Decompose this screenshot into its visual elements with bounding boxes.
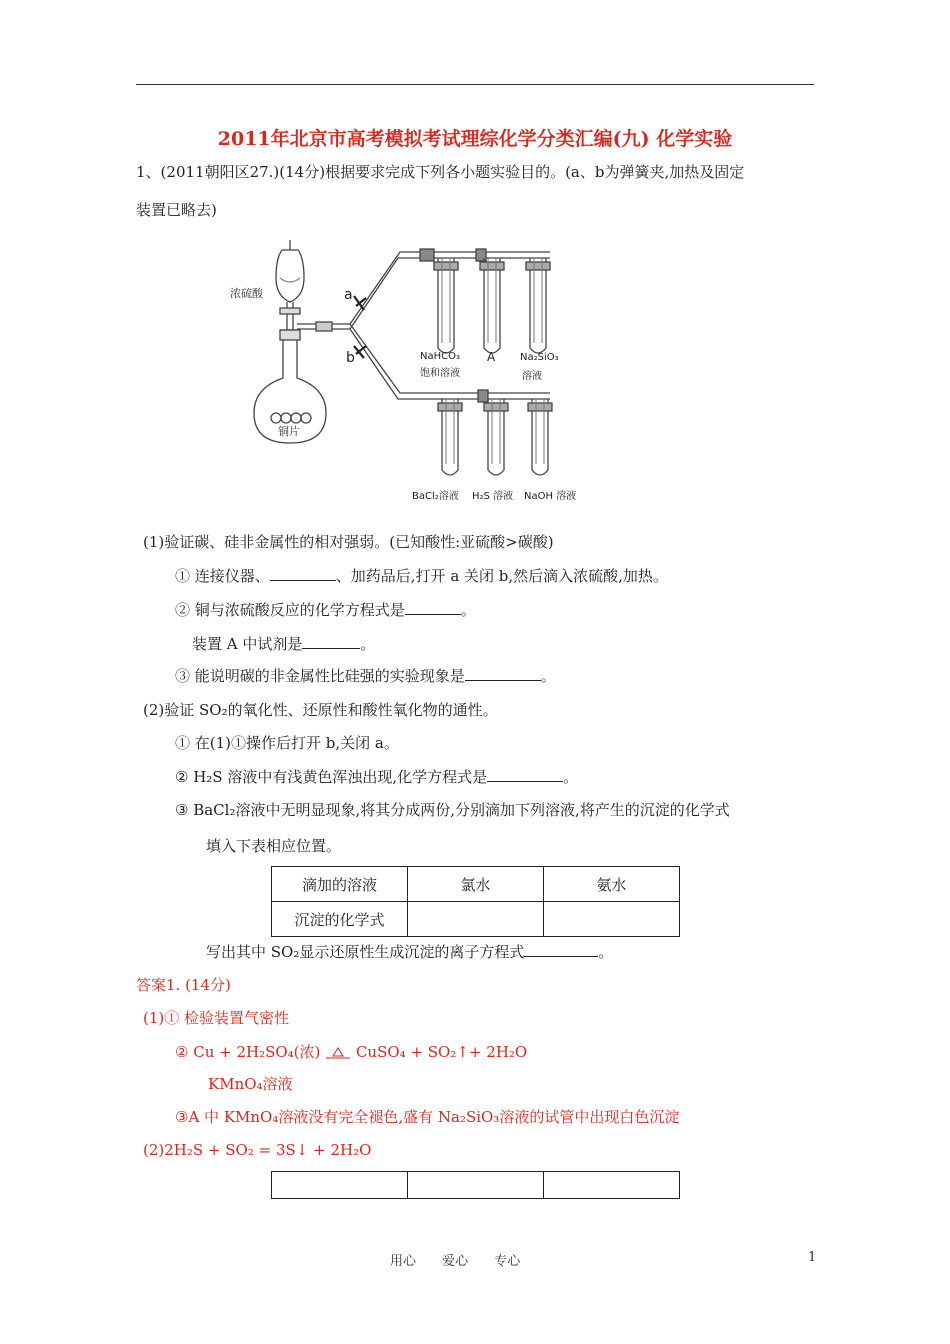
answer-blank xyxy=(524,942,598,957)
label-copper: 铜片 xyxy=(278,425,300,438)
part2-step1: ① 在(1)①操作后打开 b,关闭 a。 xyxy=(175,734,399,752)
label-clamp-b: b xyxy=(346,350,355,366)
part1-step3: ③ 能说明碳的非金属性比硅强的实验现象是 。 xyxy=(175,667,556,685)
part2-ionic-equation: 写出其中 SO₂显示还原性生成沉淀的离子方程式 。 xyxy=(206,943,614,961)
precipitate-table xyxy=(271,866,680,937)
table-header: 滴加的溶液 xyxy=(272,867,408,902)
table-cell xyxy=(272,1172,408,1199)
part2-step3-line1: ③ BaCl₂溶液中无明显现象,将其分成两份,分别滴加下列溶液,将产生的沉淀的化学式 xyxy=(175,801,730,819)
test-tube-na2sio3 xyxy=(526,258,550,353)
footer-slogan: 用心 爱心 专心 xyxy=(390,1254,521,1269)
table-cell xyxy=(408,902,544,937)
answer-blank xyxy=(405,600,461,615)
page-number: 1 xyxy=(808,1250,817,1265)
apparatus-diagram xyxy=(220,238,600,513)
test-tube-nahco3 xyxy=(434,258,458,353)
test-tube-a xyxy=(480,258,504,353)
separatory-funnel xyxy=(276,240,304,302)
answer-5: (2)2H₂S + SO₂ = 3S↓ + 2H₂O xyxy=(143,1141,372,1159)
test-tube-bacl2 xyxy=(438,399,462,475)
label-nahco3: NaHCO₃ xyxy=(420,351,460,362)
answer-2: ② Cu + 2H₂SO₄(浓) CuSO₄ + SO₂↑+ 2H₂O xyxy=(175,1043,528,1061)
heating-triangle-icon xyxy=(325,1046,351,1060)
table-cell xyxy=(544,902,680,937)
label-conc-sulfuric-acid: 浓硫酸 xyxy=(230,287,263,300)
part1-heading: (1)验证碳、硅非金属性的相对强弱。(已知酸性:亚硫酸>碳酸) xyxy=(143,533,554,551)
part1-step2: ② 铜与浓硫酸反应的化学方程式是 。 xyxy=(175,601,476,619)
test-tube-naoh xyxy=(528,399,552,475)
table-cell xyxy=(408,1172,544,1199)
answer-1: (1)① 检验装置气密性 xyxy=(143,1009,290,1027)
answer-3: KMnO₄溶液 xyxy=(208,1075,293,1093)
table-cell xyxy=(544,1172,680,1199)
answer-4: ③A 中 KMnO₄溶液没有完全褪色,盛有 Na₂SiO₃溶液的试管中出现白色沉淀 xyxy=(175,1108,680,1126)
answer-blank xyxy=(465,666,541,681)
table-header: 氯水 xyxy=(408,867,544,902)
part2-step3-line2: 填入下表相应位置。 xyxy=(206,837,342,855)
answer-blank xyxy=(270,566,336,581)
label-na2sio3: Na₂SiO₃ xyxy=(520,352,559,363)
answer-heading: 答案1. (14分) xyxy=(136,976,231,994)
q1-intro-line1: 1、(2011朝阳区27.)(14分)根据要求完成下列各小题实验目的。(a、b为弹簧夹,加热及固定 xyxy=(136,163,745,181)
label-bacl2: BaCl₂溶液 xyxy=(412,491,459,502)
label-saturated-solution: 饱和溶液 xyxy=(420,368,460,379)
label-clamp-a: a xyxy=(344,287,353,303)
label-h2s: H₂S 溶液 xyxy=(472,491,514,502)
part2-heading: (2)验证 SO₂的氧化性、还原性和酸性氧化物的通性。 xyxy=(143,701,498,719)
table-header: 氨水 xyxy=(544,867,680,902)
q1-intro-line2: 装置已略去) xyxy=(136,201,217,219)
clamp-b xyxy=(354,346,366,358)
answer-table xyxy=(271,1171,680,1199)
page-title: 2011年北京市高考模拟考试理综化学分类汇编(九) 化学实验 xyxy=(217,128,733,150)
part1-step2b: 装置 A 中试剂是 。 xyxy=(192,635,376,653)
answer-blank xyxy=(302,634,360,649)
label-na2sio3-solution: 溶液 xyxy=(522,371,542,382)
label-naoh: NaOH 溶液 xyxy=(524,491,577,502)
label-a: A xyxy=(487,350,496,364)
test-tube-h2s xyxy=(484,399,508,475)
part2-step2: ② H₂S 溶液中有浅黄色浑浊出现,化学方程式是 。 xyxy=(175,768,579,786)
header-rule xyxy=(136,84,814,85)
answer-blank xyxy=(487,767,563,782)
part1-step1: ① 连接仪器、 、加药品后,打开 a 关闭 b,然后滴入浓硫酸,加热。 xyxy=(175,567,668,585)
table-row-label: 沉淀的化学式 xyxy=(272,902,408,937)
